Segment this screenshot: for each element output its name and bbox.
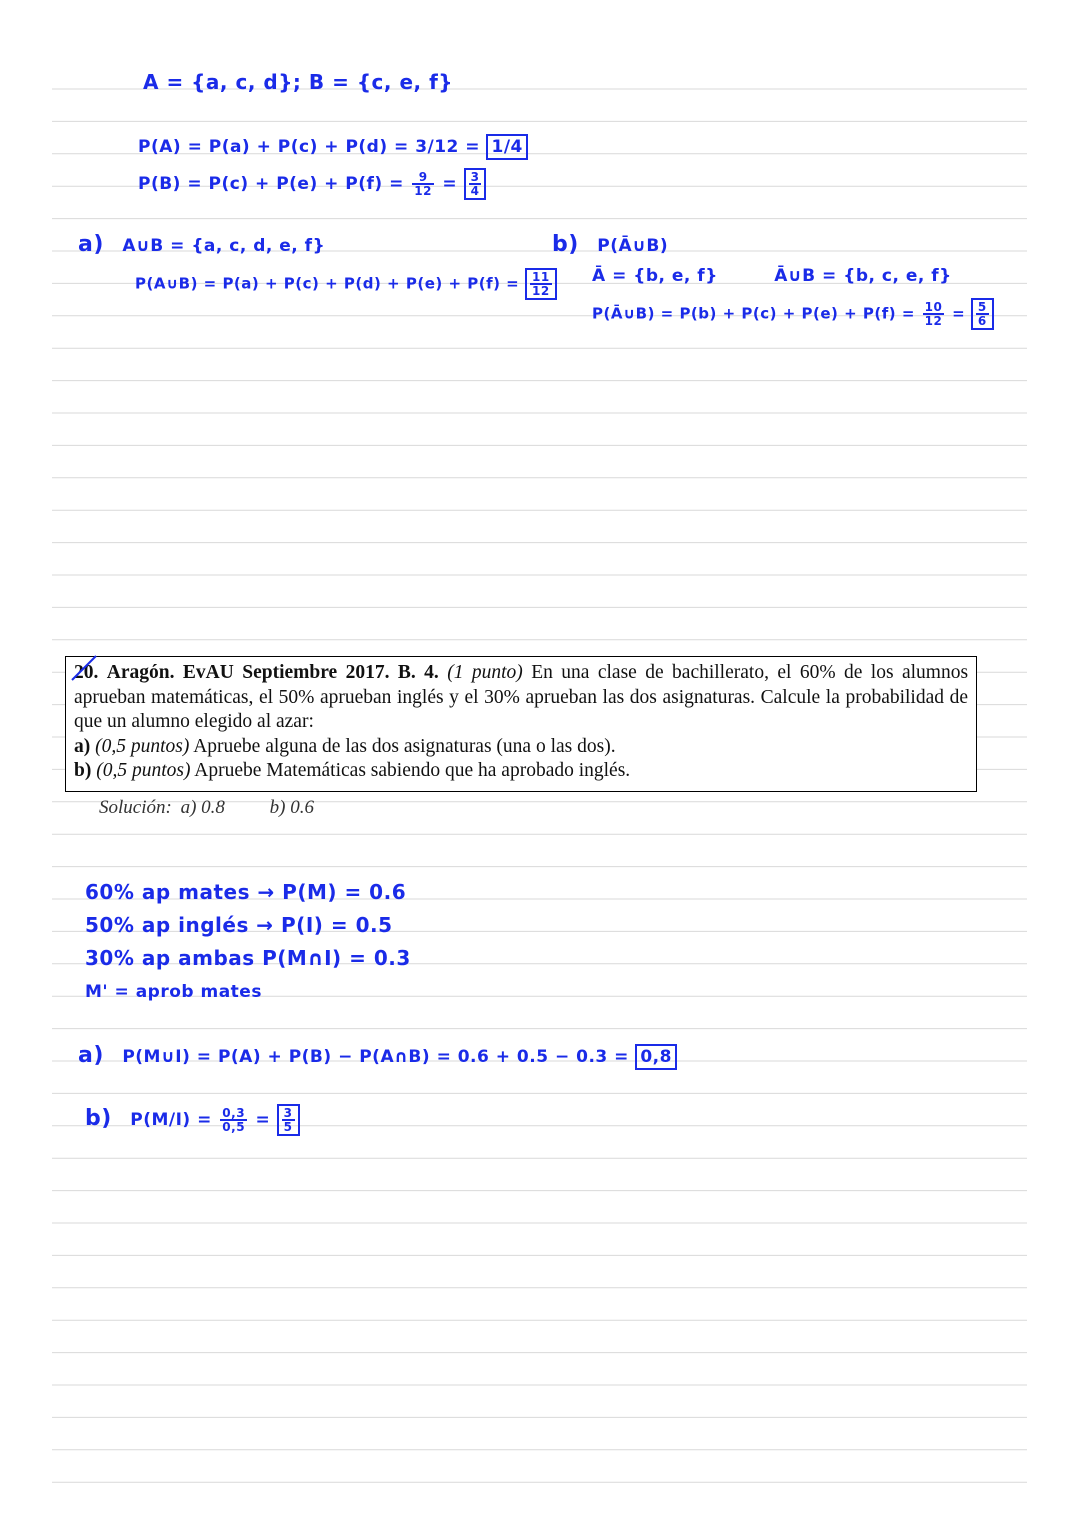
- part-a-prob-expression: P(A∪B) = P(a) + P(c) + P(d) + P(e) + P(f) =: [135, 274, 520, 293]
- note-line-3: 30% ap ambas P(M∩I) = 0.3: [85, 946, 411, 970]
- part-b-prob-expression: P(Ā∪B) = P(b) + P(c) + P(e) + P(f) =: [592, 304, 915, 323]
- bottom-part-a-label: a): [78, 1043, 104, 1068]
- pa-line: [138, 134, 528, 160]
- part-a-text: Apruebe alguna de las dos asignaturas (una o las dos).: [193, 735, 616, 757]
- part-a-result-box: $\frac{11}{12}$: [525, 268, 557, 300]
- part-b-marker: b): [74, 760, 92, 781]
- pa-expression: P(A) = P(a) + P(c) + P(d) = 3/12 =: [138, 137, 481, 157]
- problem-points: (1 punto): [447, 662, 523, 683]
- pb-expression: P(B) = P(c) + P(e) + P(f) =: [138, 174, 404, 194]
- part-b-text: Apruebe Matemáticas sabiendo que ha aprobado inglés.: [194, 760, 631, 781]
- bottom-part-b-expression: P(M/I) =: [130, 1110, 212, 1130]
- pb-result-box: $\frac{3}{4}$: [464, 168, 487, 200]
- bottom-part-a-result-box: 0,8: [635, 1044, 677, 1070]
- part-a-union: A∪B = {a, c, d, e, f}: [122, 236, 326, 256]
- part-b-question: P(Ā∪B): [597, 236, 669, 256]
- part-b-union: Ā∪B = {b, c, e, f}: [774, 266, 952, 286]
- note-line-1: 60% ap mates → P(M) = 0.6: [85, 880, 407, 904]
- part-b-sets-line: [592, 266, 952, 286]
- solution-line: [99, 797, 314, 819]
- part-b-prob-line: P(Ā∪B) = P(b) + P(c) + P(e) + P(f) = $\frac{10}{12}$ = $\frac{5}{6}$: [592, 298, 994, 330]
- part-a-union-line: [78, 232, 325, 257]
- part-b-label: b): [552, 232, 579, 257]
- problem-number: 20.: [74, 662, 99, 683]
- solution-a: a) 0.8: [180, 797, 225, 818]
- part-a-prob-line: [135, 268, 557, 300]
- pa-result-box: 1/4: [486, 134, 527, 160]
- part-b-question-line: [552, 232, 668, 257]
- problem-statement-box: [65, 656, 977, 792]
- bottom-part-b-result-box: $\frac{3}{5}$: [277, 1104, 300, 1136]
- solution-b: b) 0.6: [269, 797, 314, 818]
- pb-fraction: $\frac{9}{12}$: [414, 170, 432, 198]
- part-a-marker: a): [74, 735, 91, 757]
- part-b-points: (0,5 puntos): [96, 760, 191, 781]
- note-line-2: 50% ap inglés → P(I) = 0.5: [85, 913, 393, 937]
- note-line-4: M' = aprob mates: [85, 982, 262, 1002]
- part-b-complement: Ā = {b, e, f}: [592, 266, 718, 286]
- part-a-label: a): [78, 232, 104, 257]
- solution-label: Solución:: [99, 797, 172, 818]
- bottom-part-a-expression: P(M∪I) = P(A) + P(B) − P(A∩B) = 0.6 + 0.5 − 0.3 =: [122, 1047, 629, 1067]
- pb-line: P(B) = P(c) + P(e) + P(f) = $\frac{9}{12}$ = $\frac{3}{4}$: [138, 168, 486, 200]
- problem-text: En una clase de bachillerato, el 60% de los alumnos aprueban matemáticas, el 50% aprueban inglés y el 30% aprueban las dos asignaturas. Calcule la probabilidad de que un alumno elegido al azar:: [74, 662, 969, 732]
- part-b-fraction: $\frac{10}{12}$: [924, 300, 943, 328]
- part-a-points: (0,5 puntos): [95, 735, 190, 757]
- bottom-part-b-label: b): [85, 1106, 112, 1131]
- problem-source: Aragón. EvAU Septiembre 2017. B. 4.: [106, 662, 439, 683]
- bottom-part-b-fraction: $\frac{0,3}{0,5}$: [222, 1106, 246, 1134]
- part-b-result-box: $\frac{5}{6}$: [971, 298, 994, 330]
- bottom-part-a-line: [78, 1043, 677, 1070]
- sets-definition: A = {a, c, d}; B = {c, e, f}: [143, 70, 454, 94]
- bottom-part-b-line: b) P(M/I) = $\frac{0,3}{0,5}$ = $\frac{3}{5}$: [85, 1104, 300, 1136]
